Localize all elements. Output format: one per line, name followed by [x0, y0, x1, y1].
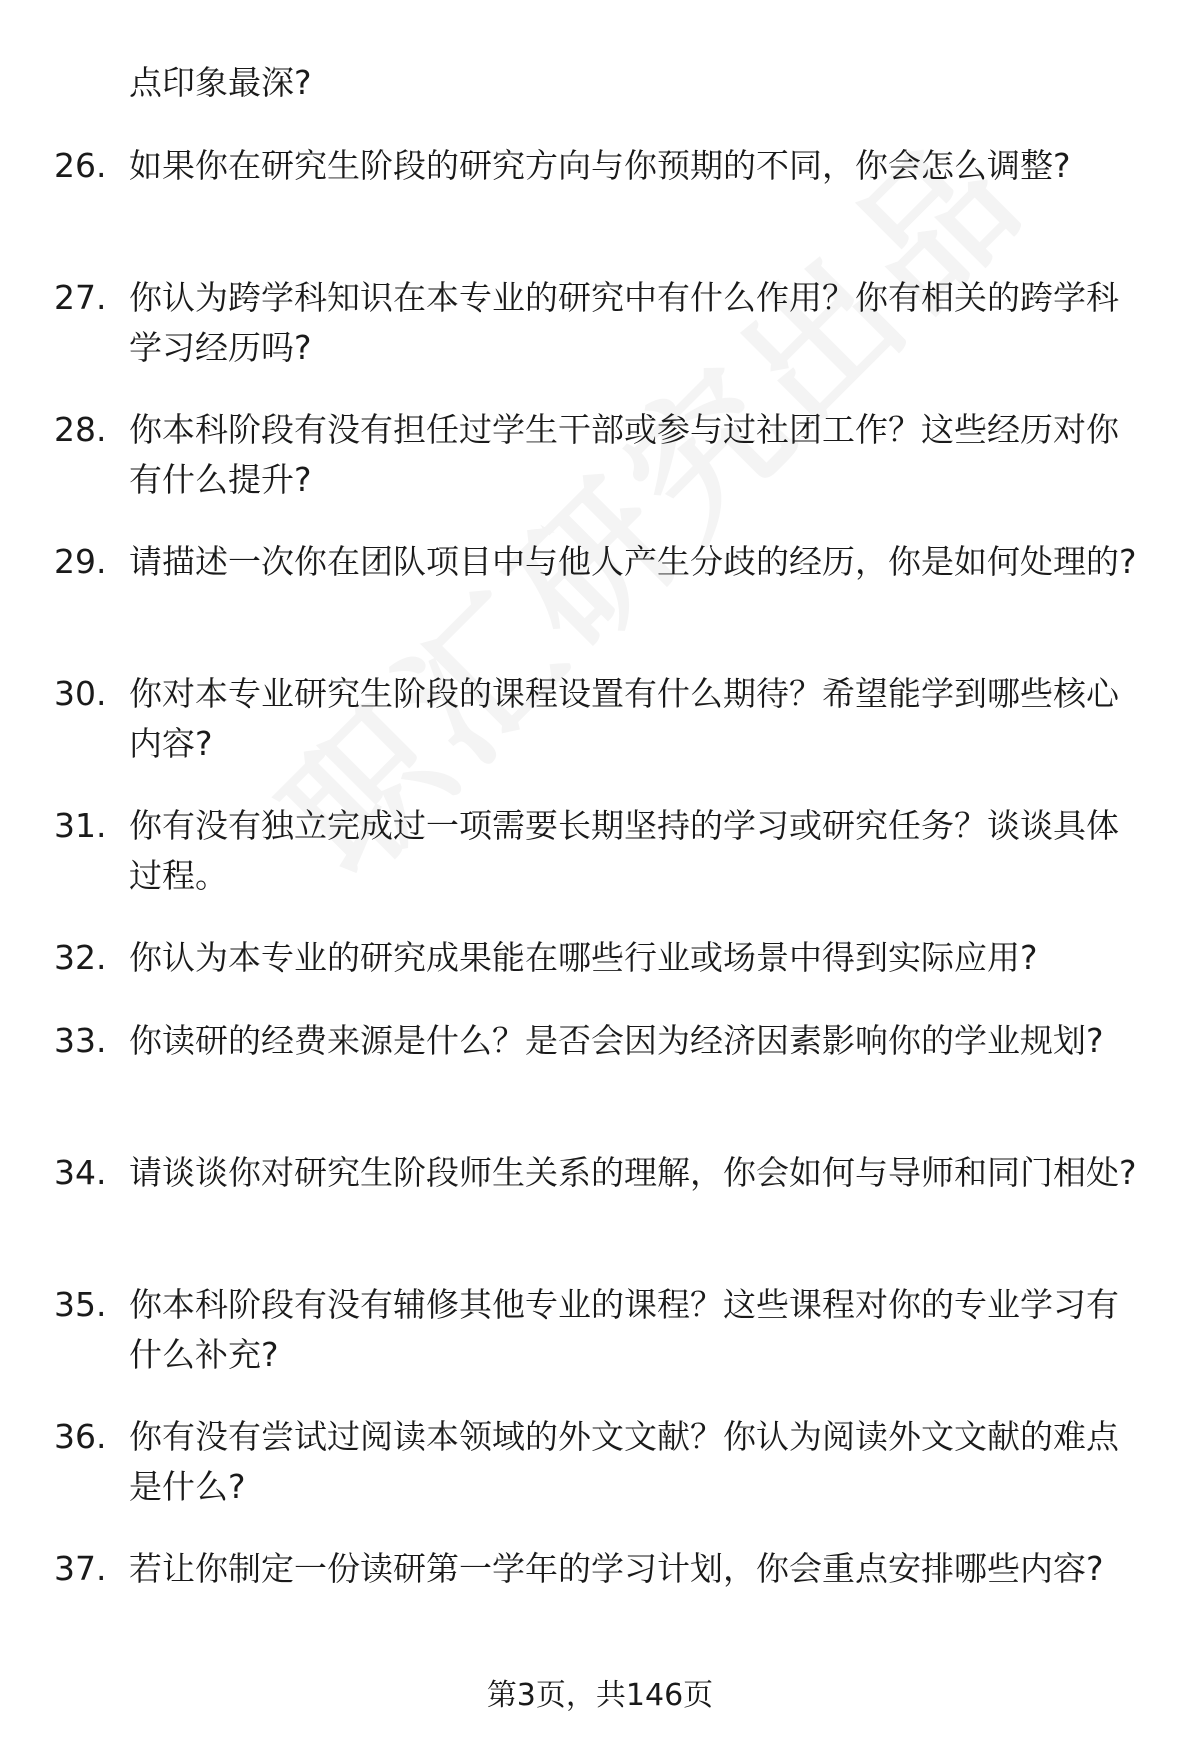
question-item: [0, 669, 1200, 801]
question-number: 30.: [54, 674, 107, 713]
question-text: 你对本专业研究生阶段的课程设置有什么期待？希望能学到哪些核心内容?: [129, 674, 1119, 763]
question-item: [0, 1544, 1200, 1676]
question-list: [0, 141, 1200, 1676]
question-number: 32.: [54, 938, 107, 977]
question-item: [0, 933, 1200, 1016]
question-item: [0, 1148, 1200, 1280]
question-number: 29.: [54, 542, 107, 581]
question-text: 你认为跨学科知识在本专业的研究中有什么作用？你有相关的跨学科学习经历吗?: [129, 278, 1119, 367]
question-text: 请谈谈你对研究生阶段师生关系的理解，你会如何与导师和同门相处?: [129, 1153, 1137, 1192]
question-item: [0, 537, 1200, 669]
question-text: 你读研的经费来源是什么？是否会因为经济因素影响你的学业规划?: [129, 1021, 1104, 1060]
question-item: [0, 141, 1200, 273]
question-item: [0, 1280, 1200, 1412]
question-number: 34.: [54, 1153, 107, 1192]
continuation-text: 点印象最深?: [129, 63, 312, 102]
question-number: 26.: [54, 146, 107, 185]
question-text: 如果你在研究生阶段的研究方向与你预期的不同，你会怎么调整?: [129, 146, 1071, 185]
question-number: 27.: [54, 278, 107, 317]
question-item: [0, 1016, 1200, 1148]
question-item: [0, 801, 1200, 933]
question-text: 请描述一次你在团队项目中与他人产生分歧的经历，你是如何处理的?: [129, 542, 1137, 581]
question-number: 35.: [54, 1285, 107, 1324]
question-item: [0, 405, 1200, 537]
question-text: 你有没有独立完成过一项需要长期坚持的学习或研究任务？谈谈具体过程。: [129, 806, 1119, 895]
question-text: 你有没有尝试过阅读本领域的外文文献？你认为阅读外文文献的难点是什么?: [129, 1417, 1119, 1506]
page-number-footer: 第3页，共146页: [486, 1678, 714, 1713]
question-text: 你本科阶段有没有担任过学生干部或参与过社团工作？这些经历对你有什么提升?: [129, 410, 1119, 499]
question-number: 31.: [54, 806, 107, 845]
question-number: 37.: [54, 1549, 107, 1588]
question-number: 33.: [54, 1021, 107, 1060]
question-text: 你本科阶段有没有辅修其他专业的课程？这些课程对你的专业学习有什么补充?: [129, 1285, 1119, 1374]
question-text: 你认为本专业的研究成果能在哪些行业或场景中得到实际应用?: [129, 938, 1038, 977]
question-number: 36.: [54, 1417, 107, 1456]
question-text: 若让你制定一份读研第一学年的学习计划，你会重点安排哪些内容?: [129, 1549, 1104, 1588]
question-item: [0, 273, 1200, 405]
question-number: 28.: [54, 410, 107, 449]
question-item: [0, 1412, 1200, 1544]
